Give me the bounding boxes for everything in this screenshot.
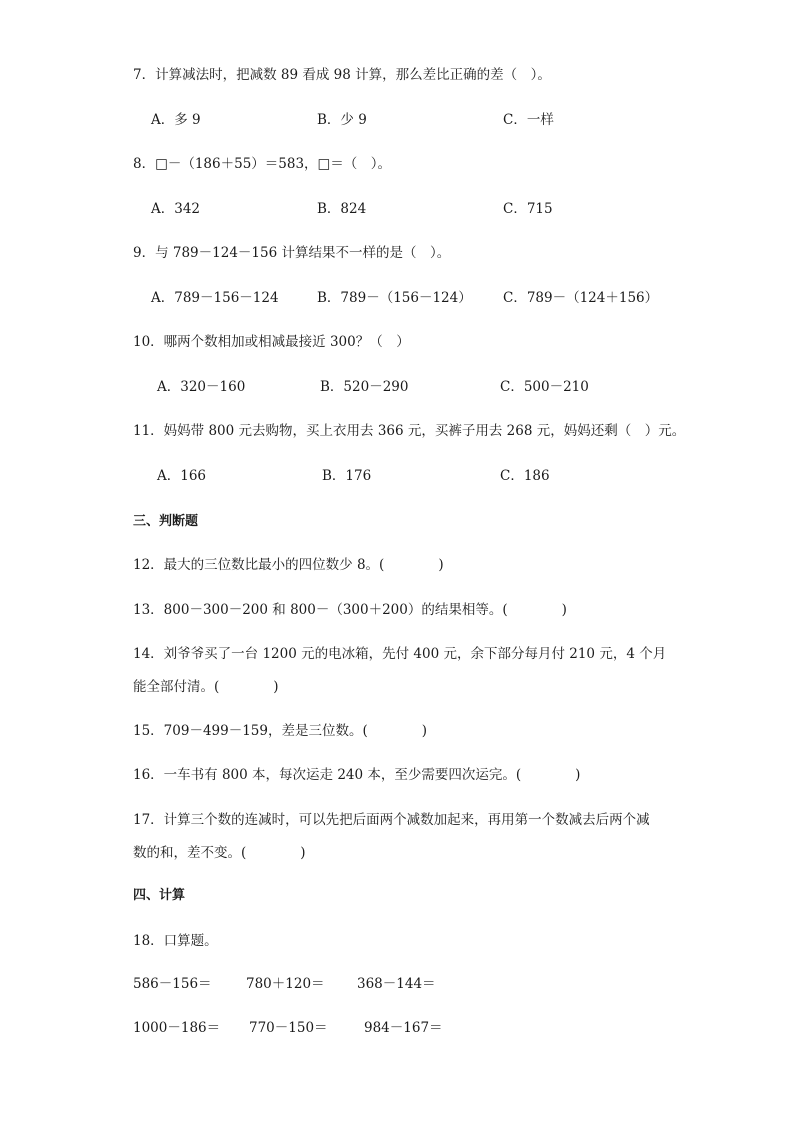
q7-option-c: C．一样 xyxy=(503,112,554,128)
q9-option-a: A．789－156－124 xyxy=(151,290,279,306)
question-12: 12．最大的三位数比最小的四位数少 8。( ) xyxy=(133,557,444,573)
q7-option-b: B．少 9 xyxy=(317,112,367,128)
question-8: 8．□－（186＋55）＝583，□＝（ ）。 xyxy=(133,156,392,172)
question-14-cont: 能全部付清。( ) xyxy=(133,679,279,695)
q10-option-a: A．320－160 xyxy=(157,379,246,395)
q10-option-b: B．520－290 xyxy=(320,379,409,395)
section-title-judgement: 三、判断题 xyxy=(133,514,199,529)
question-9: 9．与 789－124－156 计算结果不一样的是（ ）。 xyxy=(133,245,451,261)
q11-option-c: C．186 xyxy=(500,468,550,484)
q7-option-a: A．多 9 xyxy=(151,112,201,128)
q9-option-c: C．789－（124＋156） xyxy=(503,290,659,306)
section-title-calculation: 四、计算 xyxy=(133,888,186,903)
question-7: 7．计算减法时，把减数 89 看成 98 计算，那么差比正确的差（ ）。 xyxy=(133,67,551,83)
question-13: 13．800－300－200 和 800－（300＋200）的结果相等。( ) xyxy=(133,602,567,618)
q8-option-a: A．342 xyxy=(151,201,201,217)
question-17: 17．计算三个数的连减时，可以先把后面两个减数加起来，再用第一个数减去后两个减 xyxy=(133,812,650,828)
question-11: 11．妈妈带 800 元去购物，买上衣用去 366 元，买裤子用去 268 元，妈妈还剩（ ）元。 xyxy=(133,423,686,439)
calc-item: 368－144＝ xyxy=(357,976,436,992)
question-10: 10．哪两个数相加或相减最接近 300？（ ） xyxy=(133,334,410,350)
q10-option-c: C．500－210 xyxy=(500,379,589,395)
question-17-cont: 数的和，差不变。( ) xyxy=(133,845,306,861)
calc-item: 984－167＝ xyxy=(364,1020,443,1036)
q8-option-c: C．715 xyxy=(503,201,553,217)
calc-item: 586－156＝ xyxy=(133,976,212,992)
question-15: 15．709－499－159，差是三位数。( ) xyxy=(133,723,428,739)
q11-option-b: B．176 xyxy=(322,468,372,484)
calc-item: 770－150＝ xyxy=(249,1020,328,1036)
q9-option-b: B．789－（156－124） xyxy=(317,290,472,306)
calc-item: 780＋120＝ xyxy=(246,976,325,992)
question-16: 16．一车书有 800 本，每次运走 240 本，至少需要四次运完。( ) xyxy=(133,767,581,783)
question-18: 18．口算题。 xyxy=(133,933,218,949)
question-14: 14．刘爷爷买了一台 1200 元的电冰箱，先付 400 元，余下部分每月付 210 元，4 个月 xyxy=(133,646,667,662)
calc-item: 1000－186＝ xyxy=(133,1020,221,1036)
q11-option-a: A．166 xyxy=(157,468,207,484)
q8-option-b: B．824 xyxy=(317,201,367,217)
